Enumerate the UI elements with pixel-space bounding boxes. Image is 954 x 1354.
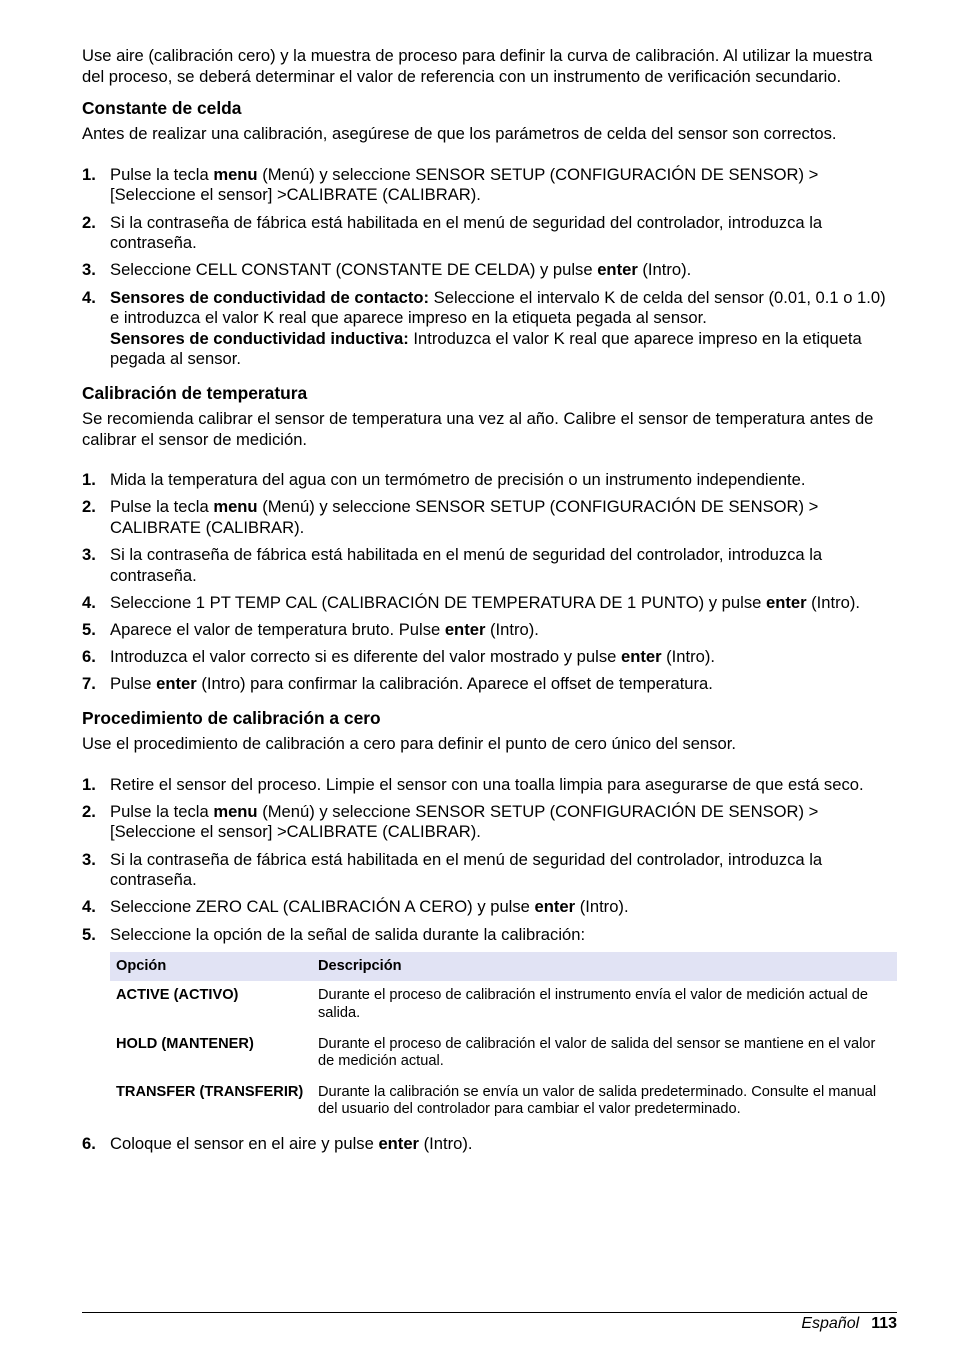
column-header: Opción bbox=[110, 952, 312, 982]
section-lead: Antes de realizar una calibración, asegúrese de que los parámetros de celda del sensor son correctos. bbox=[82, 124, 837, 144]
step-text: Seleccione CELL CONSTANT (CONSTANTE DE CELDA) y pulse enter (Intro). bbox=[110, 260, 692, 280]
option-name: HOLD (MANTENER) bbox=[116, 1035, 254, 1052]
intro-paragraph: Use aire (calibración cero) y la muestra de proceso para definir la curva de calibración. Al utilizar la muestra del proceso, se deberá determinar el valor de referencia con un instrumento de verificación secundario. bbox=[82, 46, 873, 86]
step-text: Si la contraseña de fábrica está habilitada en el menú de seguridad del controlador, introduzca la contraseña. bbox=[110, 849, 823, 890]
step-text: Pulse la tecla menu (Menú) y seleccione SENSOR SETUP (CONFIGURACIÓN DE SENSOR) > CALIBRATE (CALIBRAR). bbox=[110, 497, 819, 537]
step-item bbox=[82, 470, 897, 491]
page-number: 113 bbox=[871, 1315, 897, 1332]
section-title: Constante de celda bbox=[82, 98, 242, 119]
output-options-table bbox=[110, 952, 897, 1126]
step-text: Aparece el valor de temperatura bruto. Pulse enter (Intro). bbox=[110, 620, 539, 640]
steps-list bbox=[82, 470, 897, 695]
step-text: Si la contraseña de fábrica está habilitada en el menú de seguridad del controlador, introduzca la contraseña. bbox=[110, 545, 823, 585]
option-description: Durante el proceso de calibración el valor de salida del sensor se mantiene en el valor de medición actual. bbox=[318, 1035, 876, 1070]
step-number: 2. bbox=[82, 212, 96, 232]
steps-list bbox=[82, 165, 897, 370]
page-content bbox=[82, 46, 897, 1166]
option-name: TRANSFER (TRANSFERIR) bbox=[116, 1083, 304, 1100]
column-header: Descripción bbox=[312, 952, 897, 982]
step-item bbox=[82, 897, 897, 918]
steps-list bbox=[82, 1134, 897, 1155]
step-number: 5. bbox=[82, 924, 96, 944]
step-text: Retire el sensor del proceso. Limpie el sensor con una toalla limpia para asegurarse de que está seco. bbox=[110, 774, 864, 794]
option-description: Durante el proceso de calibración el instrumento envía el valor de medición actual de salida. bbox=[318, 987, 869, 1021]
section-lead: Use el procedimiento de calibración a cero para definir el punto de cero único del sensor. bbox=[82, 734, 736, 753]
page-footer bbox=[82, 1312, 897, 1332]
step-number: 7. bbox=[82, 674, 96, 694]
section-temperature-calibration bbox=[82, 382, 897, 695]
step-item bbox=[82, 213, 897, 254]
section-title: Procedimiento de calibración a cero bbox=[82, 708, 381, 728]
step-item bbox=[82, 620, 897, 641]
step-number: 3. bbox=[82, 545, 96, 565]
step-number: 4. bbox=[82, 897, 96, 917]
step-item bbox=[82, 850, 897, 891]
step-number: 1. bbox=[82, 774, 96, 794]
step-number: 4. bbox=[82, 592, 96, 612]
step-text: Seleccione ZERO CAL (CALIBRACIÓN A CERO) y pulse enter (Intro). bbox=[110, 897, 629, 917]
section-zero-calibration bbox=[82, 707, 897, 1154]
steps-list bbox=[82, 775, 897, 946]
step-number: 3. bbox=[82, 260, 96, 280]
step-item bbox=[82, 165, 897, 206]
step-item bbox=[82, 802, 897, 843]
step-number: 5. bbox=[82, 620, 96, 640]
step-text: Mida la temperatura del agua con un termómetro de precisión o un instrumento independiente. bbox=[110, 470, 806, 490]
step-item bbox=[82, 775, 897, 796]
section-lead: Se recomienda calibrar el sensor de temperatura una vez al año. Calibre el sensor de temperatura antes de calibrar el sensor de medición. bbox=[82, 408, 874, 449]
table-row bbox=[110, 1078, 897, 1126]
step-item bbox=[82, 647, 897, 668]
step-item bbox=[82, 288, 897, 370]
step-number: 6. bbox=[82, 1133, 96, 1153]
step-item bbox=[82, 497, 897, 538]
step-text: Si la contraseña de fábrica está habilitada en el menú de seguridad del controlador, introduzca la contraseña. bbox=[110, 212, 823, 253]
table-row bbox=[110, 1030, 897, 1078]
step-number: 2. bbox=[82, 801, 96, 821]
step-text: Coloque el sensor en el aire y pulse enter (Intro). bbox=[110, 1133, 473, 1153]
step-text: Pulse enter (Intro) para confirmar la calibración. Aparece el offset de temperatura. bbox=[110, 674, 713, 694]
step-number: 2. bbox=[82, 497, 96, 517]
step-item bbox=[82, 925, 897, 946]
step-text: Introduzca el valor correcto si es diferente del valor mostrado y pulse enter (Intro). bbox=[110, 647, 716, 667]
step-item bbox=[82, 545, 897, 586]
option-name: ACTIVE (ACTIVO) bbox=[116, 987, 239, 1004]
step-number: 1. bbox=[82, 470, 96, 490]
footer-language: Español bbox=[801, 1315, 860, 1332]
step-text: Sensores de conductividad de contacto: Seleccione el intervalo K de celda del sensor (0.01, 0.1 o 1.0) e introduzca el valor K real que aparece impreso en la etiqueta pegada al sensor. Sensores de conductividad inductiva: Introduzca el valor K real que aparece impreso en la etiqueta pegada al sensor. bbox=[110, 287, 886, 369]
step-item bbox=[82, 260, 897, 281]
step-number: 1. bbox=[82, 164, 96, 184]
step-number: 3. bbox=[82, 849, 96, 869]
step-item bbox=[82, 674, 897, 695]
step-number: 6. bbox=[82, 647, 96, 667]
step-item bbox=[82, 1134, 897, 1155]
step-item bbox=[82, 593, 897, 614]
option-description: Durante la calibración se envía un valor de salida predeterminado. Consulte el manual del usuario del controlador para cambiar el valor predeterminado. bbox=[318, 1083, 877, 1118]
step-text: Pulse la tecla menu (Menú) y seleccione SENSOR SETUP (CONFIGURACIÓN DE SENSOR) > [Seleccione el sensor] >CALIBRATE (CALIBRAR). bbox=[110, 164, 819, 205]
step-text: Seleccione 1 PT TEMP CAL (CALIBRACIÓN DE TEMPERATURA DE 1 PUNTO) y pulse enter (Intro). bbox=[110, 592, 861, 612]
section-cell-constant bbox=[82, 97, 897, 370]
step-text: Pulse la tecla menu (Menú) y seleccione SENSOR SETUP (CONFIGURACIÓN DE SENSOR) > [Seleccione el sensor] >CALIBRATE (CALIBRAR). bbox=[110, 801, 819, 842]
step-text: Seleccione la opción de la señal de salida durante la calibración: bbox=[110, 924, 586, 944]
table-row bbox=[110, 981, 897, 1029]
step-number: 4. bbox=[82, 287, 96, 307]
section-title: Calibración de temperatura bbox=[82, 382, 308, 403]
table-header-row bbox=[110, 952, 897, 982]
